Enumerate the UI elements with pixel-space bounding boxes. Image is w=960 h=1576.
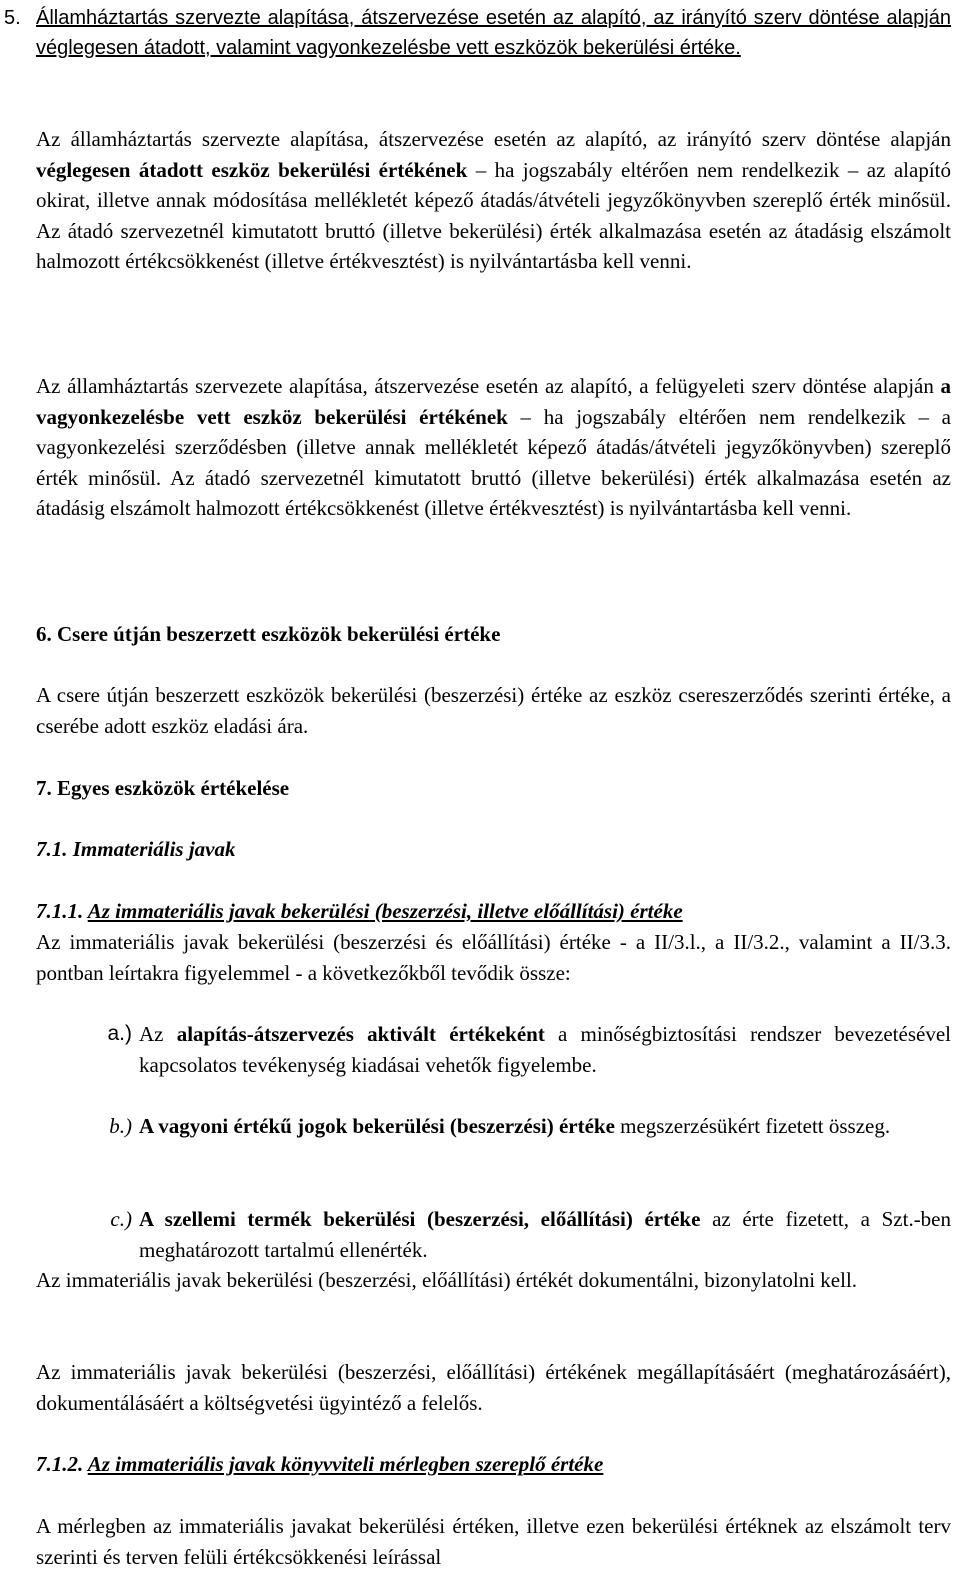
- list-label-b: b.): [109, 1114, 132, 1138]
- section-7-heading: 7. Egyes eszközök értékelése: [36, 776, 290, 800]
- section-7-1-heading: 7.1. Immateriális javak: [36, 837, 236, 861]
- section-7-1-1-paragraph: Az immateriális javak bekerülési (beszerzési és előállítási) értéke - a II/3.l., a II/3.2., valamint a II/3.3. pontban leírtakra figyelemmel - a következőkből tevődik össze:: [36, 930, 951, 985]
- section-7-1-2-paragraph: A mérlegben az immateriális javakat bekerülési értéken, illetve ezen bekerülési értéknek az elszámolt terv szerinti és terven felüli értékcsökkenési leírással: [36, 1514, 951, 1569]
- emphasis-transferred-asset: véglegesen átadott eszköz bekerülési értékének: [36, 157, 468, 182]
- section-6-heading: 6. Csere útján beszerzett eszközök bekerülési értéke: [36, 622, 501, 646]
- section-5-title: Államháztartás szervezte alapítása, átszervezése esetén az alapító, az irányító szerv döntése alapján véglegesen átadott, valamint vagyonkezelésbe vett eszközök bekerülési értéke.: [36, 7, 951, 59]
- list-item-a: Az alapítás-átszervezés aktivált értékeként a minőségbiztosítási rendszer bevezetésével kapcsolatos tevékenység kiadásai vehetők figyelembe.: [139, 1022, 951, 1077]
- section-6-paragraph: A csere útján beszerzett eszközök bekerülési (beszerzési) értéke az eszköz csereszerződés szerinti értéke, a cserébe adott eszköz eladási ára.: [36, 683, 951, 738]
- responsibility-paragraph: Az immateriális javak bekerülési (beszerzési, előállítási) értékének megállapításáért (meghatározásáért), dokumentálásáért a költségvetési ügyintéző a felelős.: [36, 1360, 951, 1415]
- section-5-paragraph-1: Az államháztartás szervezte alapítása, átszervezése esetén az alapító, az irányító szerv döntése alapján véglegesen átadott eszköz bekerülési értékének – ha jogszabály eltérően nem rendelkezik – az alapító okirat, illetve annak módosítása mellékletét képező átadás/átvételi jegyzőkönyvben szereplő érték minősül. Az átadó szervezetnél kimutatott bruttó (illetve bekerülési) érték alkalmazása esetén az átadásig elszámolt halmozott értékcsökkenést (illetve értékvesztést) is nyilvántartásba kell venni.: [36, 127, 951, 273]
- section-7-1-2-heading: 7.1.2. Az immateriális javak könyvviteli mérlegben szereplő értéke: [36, 1452, 604, 1476]
- list-item-c: A szellemi termék bekerülési (beszerzési, előállítási) értéke az érte fizetett, a Szt.-ben meghatározott tartalmú ellenérték.: [139, 1207, 952, 1262]
- list-label-a: a.): [107, 1022, 132, 1045]
- list-item-b: A vagyoni értékű jogok bekerülési (beszerzési) értéke megszerzésükért fizetett összeg.: [139, 1114, 891, 1138]
- section-7-1-1-heading: 7.1.1. Az immateriális javak bekerülési (beszerzési, illetve előállítási) értéke: [36, 899, 683, 923]
- section-5-paragraph-2: Az államháztartás szervezete alapítása, átszervezése esetén az alapító, a felügyeleti szerv döntése alapján a vagyonkezelésbe vett eszköz bekerülési értékének – ha jogszabály eltérően nem rendelkezik – a vagyonkezelési szerződésben (illetve annak mellékletét képező átadás/átvételi jegyzőkönyvben) szereplő érték minősül. Az átadó szervezetnél kimutatott bruttó (illetve bekerülési) érték alkalmazása esetén az átadásig elszámolt halmozott értékcsökkenést (illetve értékvesztést) is nyilvántartásba kell venni.: [36, 374, 951, 520]
- documentation-paragraph: Az immateriális javak bekerülési (beszerzési, előállítási) értékét dokumentálni, bizonylatolni kell.: [36, 1268, 858, 1292]
- emphasis-managed-asset: a vagyonkezelésbe vett eszköz bekerülési értékének: [36, 374, 951, 429]
- list-label-c: c.): [110, 1207, 132, 1231]
- section-5-number: 5.: [4, 7, 21, 29]
